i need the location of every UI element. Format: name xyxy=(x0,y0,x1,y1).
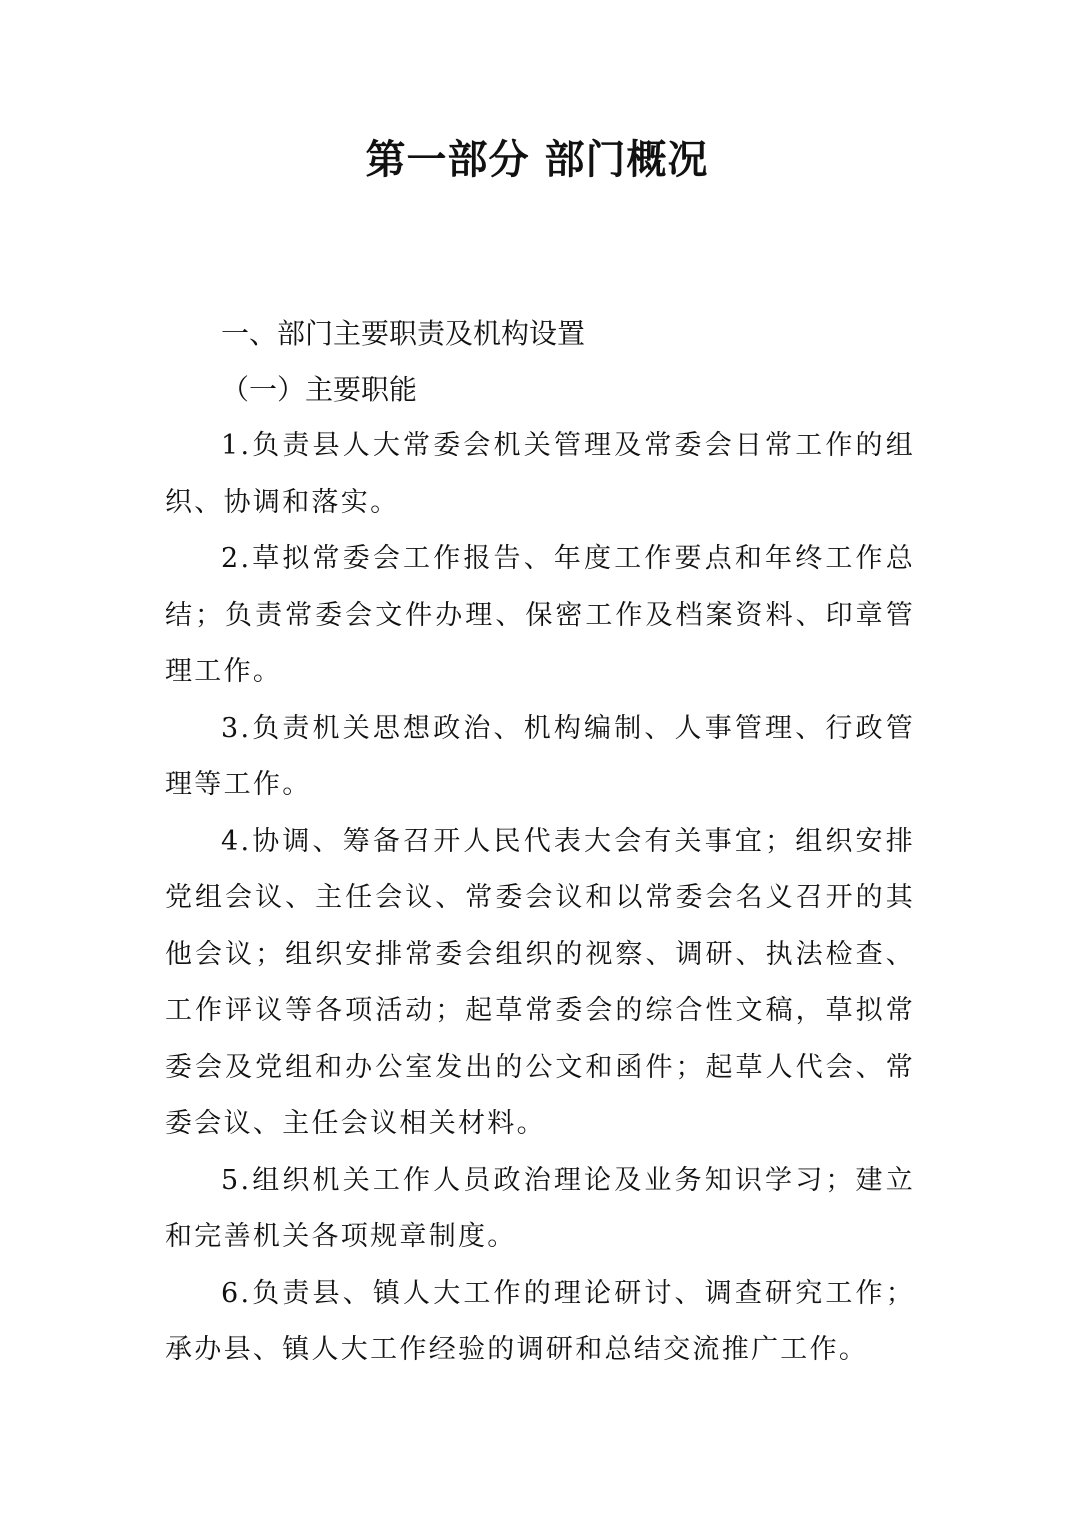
paragraph-2: 2.草拟常委会工作报告、年度工作要点和年终工作总结；负责常委会文件办理、保密工作及档案资料、印章管理工作。 xyxy=(165,543,915,687)
paragraph-6: 6.负责县、镇人大工作的理论研讨、调查研究工作；承办县、镇人大工作经验的调研和总结交流推广工作。 xyxy=(165,1277,915,1365)
paragraph-1: 1.负责县人大常委会机关管理及常委会日常工作的组织、协调和落实。 xyxy=(165,430,915,518)
paragraph-5: 5.组织机关工作人员政治理论及业务知识学习；建立和完善机关各项规章制度。 xyxy=(165,1164,915,1252)
paragraph-4: 4.协调、筹备召开人民代表大会有关事宜；组织安排党组会议、主任会议、常委会议和以常委会名义召开的其他会议；组织安排常委会组织的视察、调研、执法检查、工作评议等各项活动；起草常委会的综合性文稿，草拟常委会及党组和办公室发出的公文和函件；起草人代会、常委会议、主任会议相关材料。 xyxy=(165,825,915,1139)
document-body xyxy=(165,306,915,1379)
section-heading: 一、部门主要职责及机构设置 xyxy=(221,317,586,350)
page-title: 第一部分 部门概况 xyxy=(365,136,709,183)
paragraph-3: 3.负责机关思想政治、机构编制、人事管理、行政管理等工作。 xyxy=(165,712,915,800)
subsection-heading: （一）主要职能 xyxy=(221,373,418,406)
